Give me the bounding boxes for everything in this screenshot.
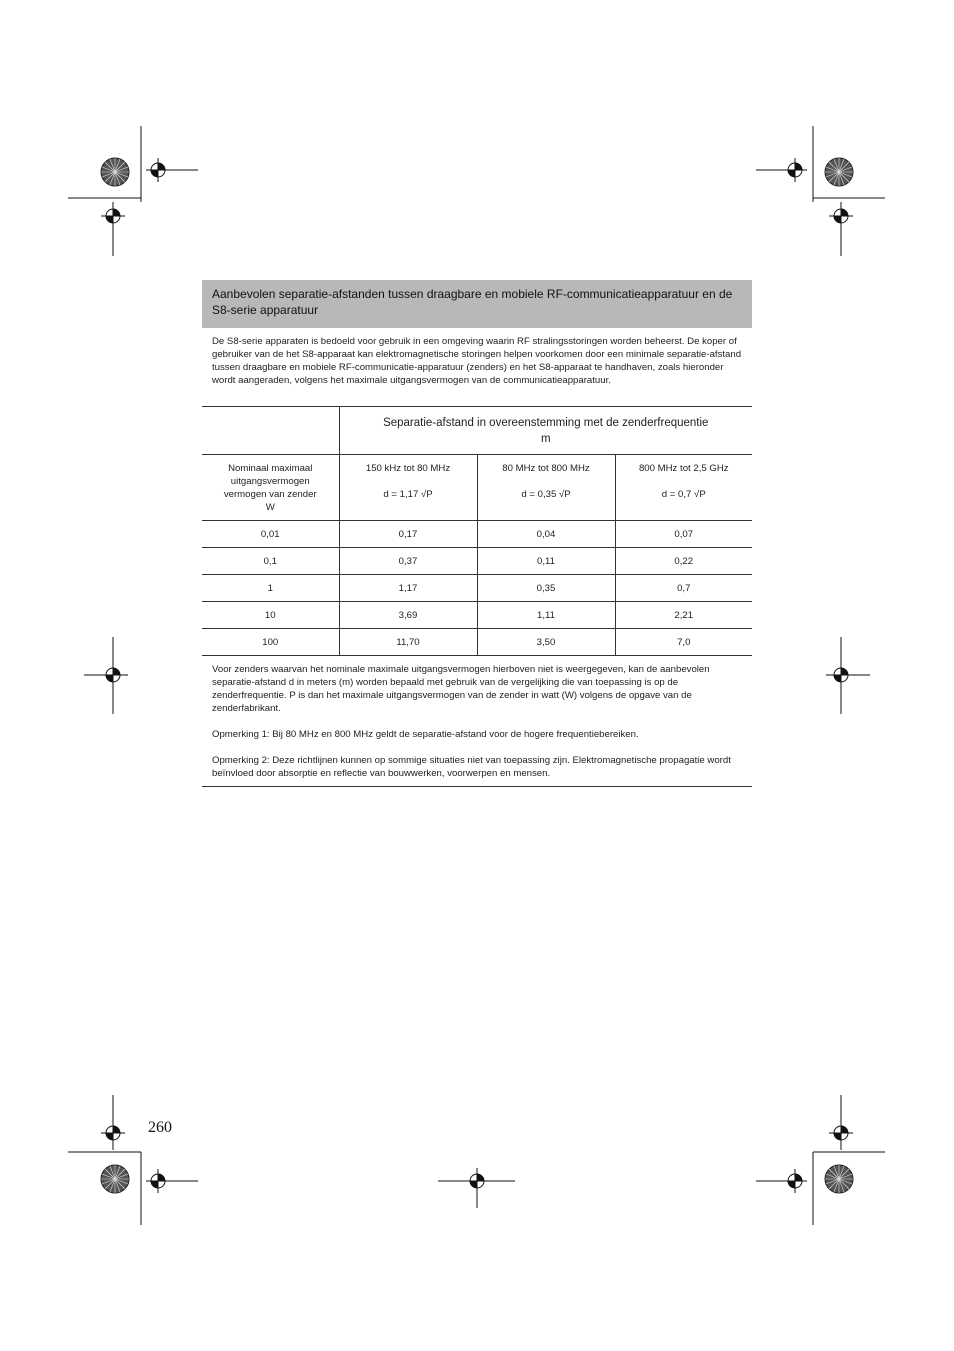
- table-row: [202, 521, 752, 548]
- empty-corner-cell: [202, 407, 339, 455]
- section-title: Aanbevolen separatie-afstanden tussen draagbare en mobiele RF-communicatieapparatuur en de S8-serie apparatuur: [212, 287, 733, 317]
- power-cell: 100: [262, 636, 279, 648]
- power-header-unit: W: [265, 502, 275, 513]
- frequency-column-header: [477, 455, 615, 521]
- distance-formula: d = 1,17 √P: [383, 489, 433, 500]
- distance-cell: 7,0: [615, 629, 752, 656]
- distance-cell: 0,37: [339, 548, 477, 575]
- group-header-label: Separatie-afstand in overeenstemming met de zenderfrequentie: [383, 416, 709, 429]
- group-header-cell: [339, 407, 752, 455]
- distance-cell: 0,11: [477, 548, 615, 575]
- bottom-divider: [202, 786, 752, 787]
- table-row: [202, 602, 752, 629]
- frequency-range: 800 MHz tot 2,5 GHz: [638, 463, 729, 474]
- distance-cell: 0,35: [477, 575, 615, 602]
- distance-formula: d = 0,7 √P: [661, 489, 706, 500]
- separation-distance-table: [202, 406, 752, 656]
- frequency-column-header: [339, 455, 477, 521]
- intro-paragraph: De S8-serie apparaten is bedoeld voor gebruik in een omgeving waarin RF stralingsstoringen worden beheerst. De koper of gebruiker van de het S8-apparaat kan elektromagnetische storingen helpen voorkomen door een minimale separatie-afstand tussen draagbare en mobiele RF-communicatie-apparatuur (zenders) en het S8-apparaat te handhaven, zoals hieronder wordt aangeraden, volgens het maximale uitgangsvermogen van de communicatieapparatuur.: [212, 336, 742, 386]
- distance-cell: 11,70: [339, 629, 477, 656]
- note-1: Opmerking 1: Bij 80 MHz en 800 MHz geldt de separatie-afstand voor de hogere frequentiebereiken.: [212, 729, 639, 740]
- distance-cell: 1,11: [477, 602, 615, 629]
- page-number: 260: [148, 1119, 172, 1136]
- power-cell: 1: [267, 582, 273, 594]
- distance-cell: 2,21: [615, 602, 752, 629]
- frequency-range: 150 kHz tot 80 MHz: [365, 463, 451, 474]
- group-header-unit: m: [540, 432, 551, 445]
- table-row: [202, 575, 752, 602]
- power-cell: 10: [264, 609, 276, 621]
- table-group-header-row: [202, 407, 752, 455]
- distance-cell: 0,04: [477, 521, 615, 548]
- distance-cell: 0,7: [615, 575, 752, 602]
- table-row: [202, 629, 752, 656]
- distance-cell: 3,50: [477, 629, 615, 656]
- table-row: [202, 548, 752, 575]
- distance-cell: 1,17: [339, 575, 477, 602]
- power-cell: 0,1: [263, 555, 277, 567]
- frequency-column-header: [615, 455, 752, 521]
- distance-formula: d = 0,35 √P: [521, 489, 571, 500]
- distance-cell: 0,22: [615, 548, 752, 575]
- distance-cell: 0,17: [339, 521, 477, 548]
- power-cell: 0,01: [260, 528, 280, 540]
- note-2: Opmerking 2: Deze richtlijnen kunnen op sommige situaties niet van toepassing zijn. Elektromagnetische propagatie wordt beïnvloed door absorptie en reflectie van bouwwerken, voorwerpen en mensen.: [212, 755, 731, 779]
- table-subheader-row: [202, 455, 752, 521]
- distance-cell: 0,07: [615, 521, 752, 548]
- distance-cell: 3,69: [339, 602, 477, 629]
- power-header-cell: [202, 455, 339, 521]
- general-note: Voor zenders waarvan het nominale maximale uitgangsvermogen hierboven niet is weergegeven, kan de aanbevolen separatie-afstand d in meters (m) worden bepaald met gebruik van de vergelijking die van toepassing is op de zenderfrequentie. P is dan het maximale uitgangsvermogen van de zender in watt (W) volgens de opgave van de zenderfabrikant.: [212, 664, 710, 714]
- power-header-label: Nominaal maximaal uitgangsvermogen vermogen van zender: [223, 463, 317, 500]
- notes-section: [212, 663, 744, 793]
- section-title-band: [202, 280, 752, 328]
- frequency-range: 80 MHz tot 800 MHz: [502, 463, 590, 474]
